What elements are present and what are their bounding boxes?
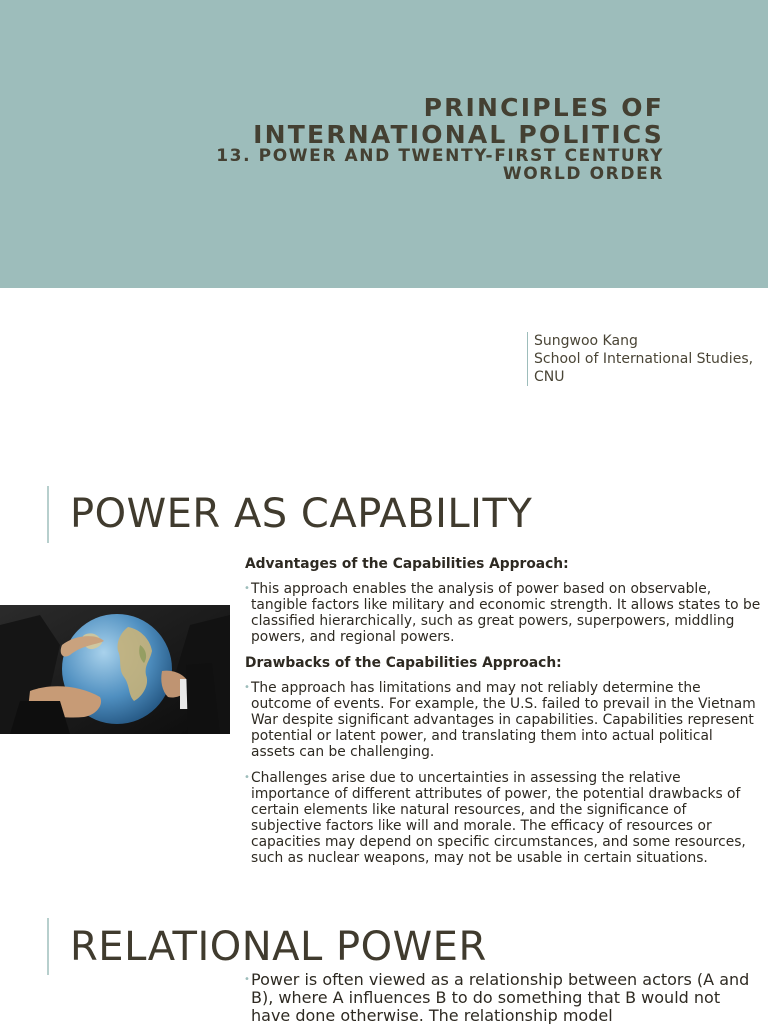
section-accent-bar-2 (47, 918, 49, 975)
author-info (527, 332, 768, 386)
hands-holding-globe-photo (0, 605, 230, 734)
slide-heading-relational-power: RELATIONAL POWER (70, 924, 487, 970)
relational-content (245, 971, 761, 1024)
capability-content (245, 556, 761, 876)
presentation-subtitle (216, 147, 664, 183)
presentation-subtitle-line-2: WORLD ORDER (502, 164, 664, 184)
drawbacks-heading: Drawbacks of the Capabilities Approach: (245, 655, 562, 671)
presentation-title-line-2: INTERNATIONAL POLITICS (253, 120, 664, 149)
author-affiliation-line-2: CNU (534, 369, 565, 385)
presentation-title-line-1: PRINCIPLES OF (423, 93, 664, 122)
slide-heading-power-as-capability: POWER AS CAPABILITY (70, 491, 533, 537)
relational-bullet: • Power is often viewed as a relationship between actors (A and B), where A influences B to do something that B would not have done otherwise. The relationship model (245, 971, 761, 1024)
drawbacks-bullet-2: • Challenges arise due to uncertainties in assessing the relative importance of different attributes of power, the potential drawbacks of certain elements like natural resources, and the significance of subjective factors like will and morale. The efficacy of resources or capacities may depend on specific circumstances, and some resources, such as nuclear weapons, may not be usable in certain situations. (245, 770, 761, 866)
author-name: Sungwoo Kang (534, 333, 638, 349)
advantages-bullet: • This approach enables the analysis of power based on observable, tangible factors like military and economic strength. It allows states to be classified hierarchically, such as great powers, superpowers, middling powers, and regional powers. (245, 581, 761, 645)
presentation-title (253, 94, 664, 148)
title-slide-banner (0, 0, 768, 288)
section-accent-bar (47, 486, 49, 543)
advantages-heading: Advantages of the Capabilities Approach: (245, 556, 569, 572)
author-affiliation-line-1: School of International Studies, (534, 351, 754, 367)
presentation-subtitle-line-1: 13. POWER AND TWENTY-FIRST CENTURY (216, 146, 664, 166)
drawbacks-bullet-1: • The approach has limitations and may not reliably determine the outcome of events. For example, the U.S. failed to prevail in the Vietnam War despite significant advantages in capabilities. Capabilities represent potential or latent power, and translating them into actual political assets can be challenging. (245, 680, 761, 760)
globe-illustration (0, 605, 230, 734)
